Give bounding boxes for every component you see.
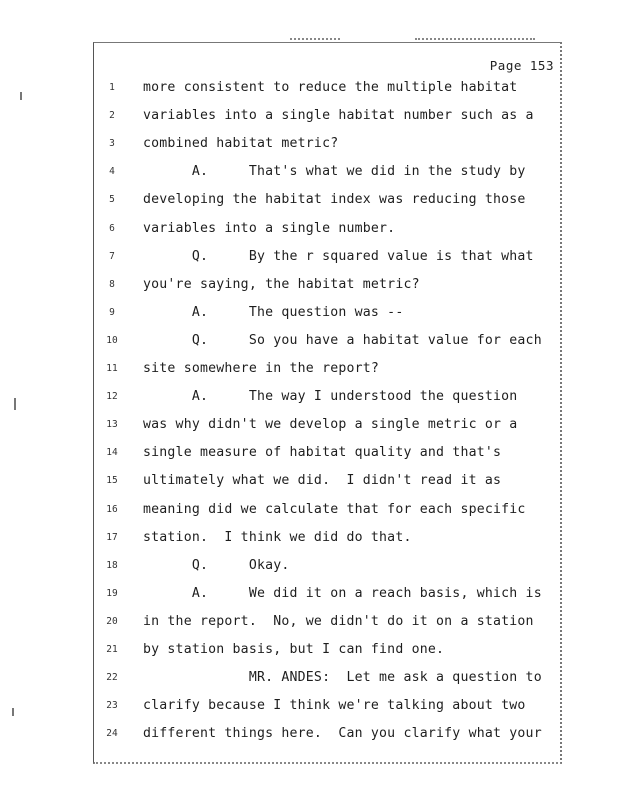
line-number: 15 xyxy=(106,475,118,487)
transcript-line: A. We did it on a reach basis, which is xyxy=(143,585,542,601)
line-number: 19 xyxy=(106,587,118,599)
line-number: 22 xyxy=(106,672,118,684)
transcript-line: Q. So you have a habitat value for each xyxy=(143,332,542,348)
line-number: 18 xyxy=(106,559,118,571)
line-number: 21 xyxy=(106,644,118,655)
line-number: 14 xyxy=(106,447,118,459)
line-number: 1 xyxy=(109,82,115,93)
line-number: 12 xyxy=(106,391,118,403)
line-number: 6 xyxy=(109,222,115,234)
line-number: 17 xyxy=(106,531,118,543)
transcript-line: variables into a single number. xyxy=(143,220,396,236)
line-number: 13 xyxy=(106,419,118,431)
transcript-line: site somewhere in the report? xyxy=(143,361,380,376)
page-number: Page 153 xyxy=(489,58,554,73)
transcript-line: meaning did we calculate that for each specific xyxy=(143,501,526,517)
transcript-line: clarify because I think we're talking about two xyxy=(143,698,526,714)
transcript-line: in the report. No, we didn't do it on a station xyxy=(143,613,534,629)
transcript-line: single measure of habitat quality and that's xyxy=(143,445,502,461)
line-number: 3 xyxy=(109,138,115,150)
line-number: 4 xyxy=(109,166,115,178)
transcript-line: variables into a single habitat number such as a xyxy=(143,108,534,124)
transcript-line: combined habitat metric? xyxy=(143,136,339,152)
transcript-line: Q. Okay. xyxy=(143,557,290,573)
transcript-line: developing the habitat index was reducing those xyxy=(143,192,526,208)
line-number: 23 xyxy=(106,700,118,712)
transcript-line: Q. By the r squared value is that what xyxy=(143,248,534,264)
line-number: 5 xyxy=(109,194,115,206)
transcript-line: by station basis, but I can find one. xyxy=(143,642,445,657)
transcript-line: MR. ANDES: Let me ask a question to xyxy=(143,670,542,686)
line-number: 10 xyxy=(106,334,118,346)
line-number: 24 xyxy=(106,728,118,740)
transcript-line: you're saying, the habitat metric? xyxy=(143,276,420,292)
line-number: 8 xyxy=(109,278,115,290)
line-number: 9 xyxy=(109,306,115,318)
transcript-line: was why didn't we develop a single metric or a xyxy=(143,417,518,433)
transcript-line: station. I think we did do that. xyxy=(143,529,412,545)
margin-mark xyxy=(14,398,16,410)
transcript-line: A. That's what we did in the study by xyxy=(143,164,526,180)
line-number: 11 xyxy=(106,363,118,374)
transcript-line: ultimately what we did. I didn't read it as xyxy=(143,473,502,489)
transcript-line: different things here. Can you clarify what your xyxy=(143,726,542,742)
line-number: 20 xyxy=(106,615,118,627)
transcript-line: more consistent to reduce the multiple habitat xyxy=(143,80,518,95)
line-number: 7 xyxy=(109,250,115,262)
margin-mark xyxy=(20,92,22,100)
line-number: 16 xyxy=(106,503,118,515)
transcript-line: A. The way I understood the question xyxy=(143,389,518,405)
margin-mark xyxy=(12,708,14,716)
line-number: 2 xyxy=(109,110,115,122)
transcript-line: A. The question was -- xyxy=(143,304,404,320)
